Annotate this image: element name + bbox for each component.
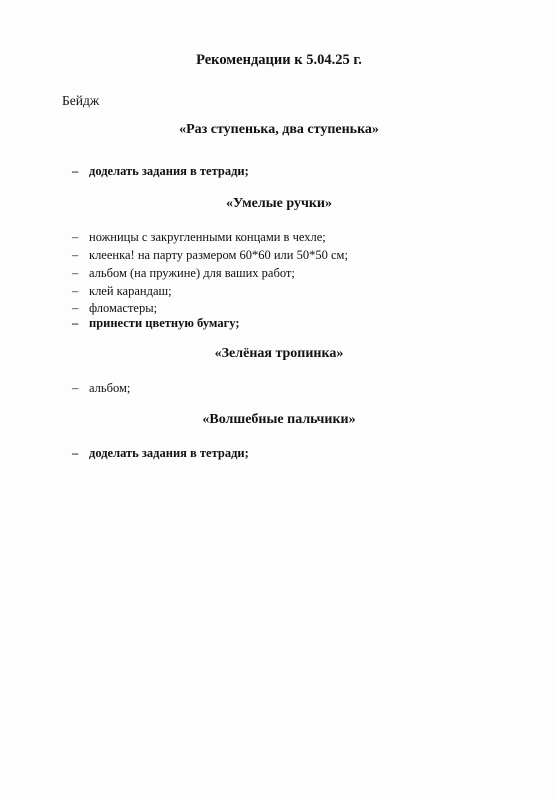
list-item-text: принести цветную бумагу; bbox=[89, 316, 240, 330]
list-marker: – bbox=[72, 446, 79, 460]
list-marker: – bbox=[72, 266, 79, 280]
list-item bbox=[72, 164, 249, 179]
list-marker: – bbox=[72, 381, 79, 395]
list-item bbox=[72, 446, 249, 461]
list-item-text: клеенка! на парту размером 60*60 или 50*50 см; bbox=[89, 248, 348, 262]
list-marker: – bbox=[72, 164, 79, 178]
section-heading-green-path: «Зелёная тропинка» bbox=[214, 346, 344, 361]
section-heading-magic-fingers: «Волшебные пальчики» bbox=[202, 412, 356, 427]
list-item bbox=[72, 248, 348, 263]
list-marker: – bbox=[72, 301, 79, 315]
list-marker: – bbox=[72, 284, 79, 298]
list-item bbox=[72, 284, 172, 299]
list-item bbox=[72, 381, 130, 396]
list-marker: – bbox=[72, 248, 79, 262]
section-heading-steps: «Раз ступенька, два ступенька» bbox=[179, 122, 379, 137]
list-marker: – bbox=[72, 316, 79, 330]
list-item-text: доделать задания в тетради; bbox=[89, 446, 249, 460]
list-item-text: альбом; bbox=[89, 381, 131, 395]
list-item bbox=[72, 316, 240, 331]
document-title: Рекомендации к 5.04.25 г. bbox=[196, 52, 362, 68]
list-item-text: ножницы с закругленными концами в чехле; bbox=[89, 230, 326, 244]
list-item-text: фломастеры; bbox=[89, 301, 158, 315]
list-item bbox=[72, 301, 157, 316]
list-item-text: клей карандаш; bbox=[89, 284, 172, 298]
section-heading-skillful-hands: «Умелые ручки» bbox=[225, 196, 332, 211]
list-item bbox=[72, 266, 295, 281]
badge-label: Бейдж bbox=[62, 93, 100, 108]
list-item-text: доделать задания в тетради; bbox=[89, 164, 249, 178]
list-marker: – bbox=[72, 230, 79, 244]
list-item-text: альбом (на пружине) для ваших работ; bbox=[89, 266, 295, 280]
list-item bbox=[72, 230, 326, 245]
